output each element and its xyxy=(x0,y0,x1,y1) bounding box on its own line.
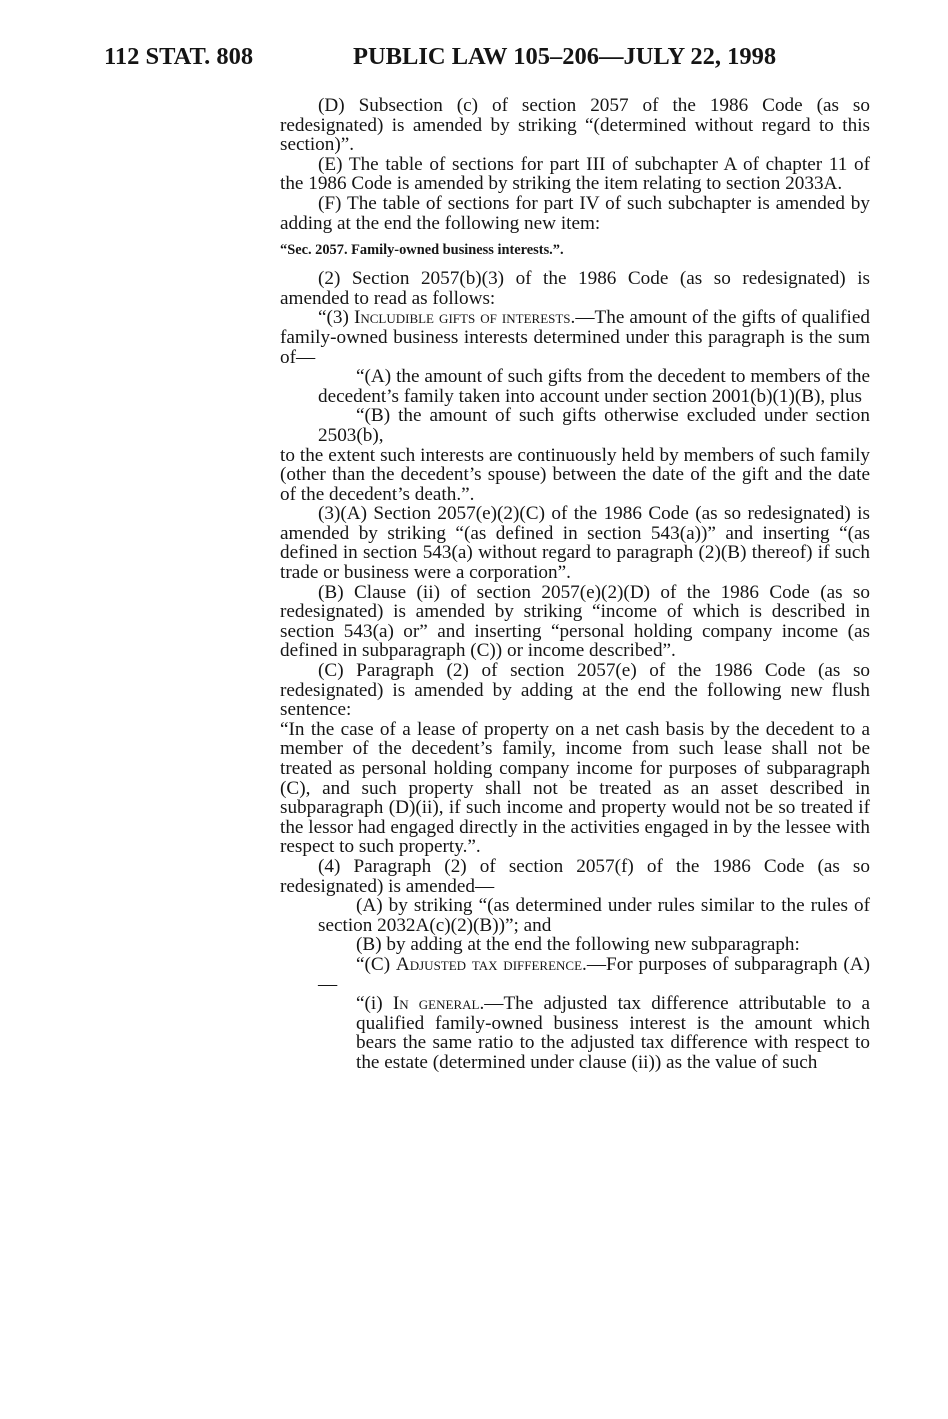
subparagraph-b: “(B) the amount of such gifts otherwise excluded under section 2503(b), xyxy=(318,405,870,446)
clause-text: —The adjusted tax difference attributable to a qualified family-owned business interest is the amount which bears the same ratio to the adjusted tax difference with respect to the estate (determined under clause (ii)) as the value of such xyxy=(356,993,870,1073)
clause-heading: In general. xyxy=(392,993,485,1015)
statute-page-citation: 112 STAT. 808 xyxy=(104,43,254,70)
subparagraph-a: “(A) the amount of such gifts from the decedent to members of the decedent’s family taken into account under section 2001(b)(1)(B), plus xyxy=(318,366,870,407)
subparagraph-4a: (A) by striking “(as determined under rules similar to the rules of section 2032A(c)(2)(B))”; and xyxy=(318,895,870,936)
paragraph-2: (2) Section 2057(b)(3) of the 1986 Code (as so redesignated) is amended to read as follows: xyxy=(280,268,870,309)
paragraph-4: (4) Paragraph (2) of section 2057(f) of the 1986 Code (as so redesignated) is amended— xyxy=(280,855,870,897)
subparagraph-number: “(C) xyxy=(356,953,391,975)
paragraph-heading: Includible gifts of interests. xyxy=(353,307,576,329)
new-table-item: “Sec. 2057. Family-owned business interests.”. xyxy=(280,242,564,259)
subparagraph-4b: (B) by adding at the end the following new subparagraph: xyxy=(356,934,800,956)
paragraph-f: (F) The table of sections for part IV of such subchapter is amended by adding at the end the following new item: xyxy=(280,192,870,234)
running-header-title: PUBLIC LAW 105–206—JULY 22, 1998 xyxy=(353,43,777,70)
paragraph-3c: (C) Paragraph (2) of section 2057(e) of the 1986 Code (as so redesignated) is amended by adding at the end the following new flush sentence: xyxy=(280,660,870,721)
flush-sentence: “In the case of a lease of property on a net cash basis by the decedent to a member of the decedent’s family, income from such lease shall not be treated as personal holding company income for purposes of subparagraph (C), and such property shall not be treated as an asset described in subparagraph (D)(ii), if such income and property would not be so treated if the lessor had engaged directly in the activities engaged in by the lessee with respect to such property.”. xyxy=(280,718,870,858)
paragraph-3b: (B) Clause (ii) of section 2057(e)(2)(D) of the 1986 Code (as so redesignated) is amended by striking “income of which is described in section 543(a) or” and inserting “personal holding company income (as defined in subparagraph (C)) or income described”. xyxy=(280,581,870,662)
subparagraph-text: —For purposes of subparagraph (A)— xyxy=(318,953,870,995)
paragraph-text: —The amount of the gifts of qualified family-owned business interests determined under this paragraph is the sum of— xyxy=(280,307,870,368)
clause-number: “(i) xyxy=(356,993,383,1015)
paragraph-e: (E) The table of sections for part III of subchapter A of chapter 11 of the 1986 Code is amended by striking the item relating to section 2033A. xyxy=(280,153,870,195)
subparagraph-c-adjusted-tax xyxy=(280,955,870,994)
clause-i-in-general xyxy=(280,994,870,1072)
subparagraph-heading: Adjusted tax difference. xyxy=(395,953,587,975)
flush-text: to the extent such interests are continuously held by members of such family (other than the decedent’s spouse) between the date of the gift and the date of the decedent’s death.”. xyxy=(280,444,870,505)
document-body xyxy=(280,96,870,1073)
paragraph-number: “(3) xyxy=(318,307,349,329)
paragraph-d: (D) Subsection (c) of section 2057 of the 1986 Code (as so redesignated) is amended by striking “(determined without regard to this section)”. xyxy=(280,95,870,156)
paragraph-3-includible-gifts xyxy=(280,308,870,367)
paragraph-3a: (3)(A) Section 2057(e)(2)(C) of the 1986 Code (as so redesignated) is amended by striking “(as defined in section 543(a))” and inserting “(as defined in section 543(a) without regard to paragraph (2)(B) thereof) if such trade or business were a corporation”. xyxy=(280,503,870,584)
